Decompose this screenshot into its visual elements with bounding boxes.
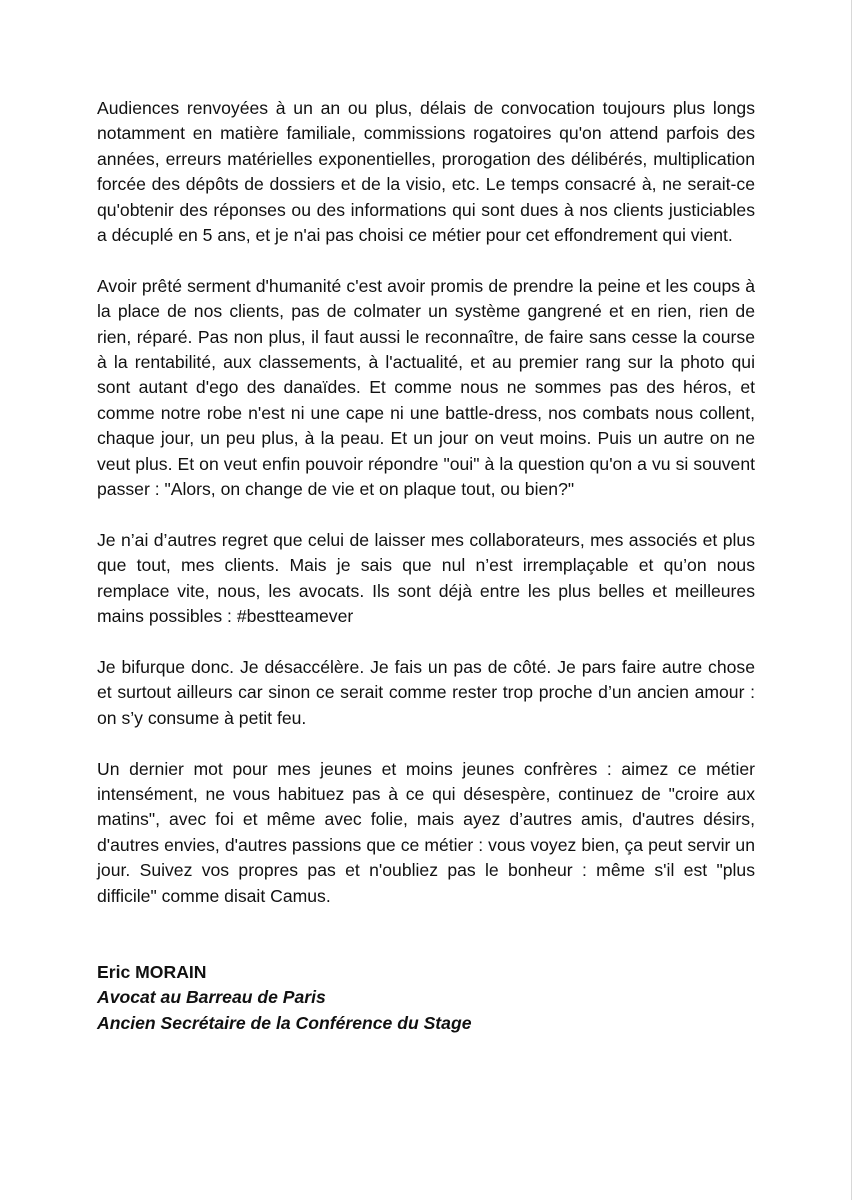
- paragraph-5: Un dernier mot pour mes jeunes et moins jeunes confrères : aimez ce métier intensément, ne vous habituez pas à ce qui désespère, continuez de "croire aux matins", avec foi et même avec folie, mais ayez d’autres amis, d'autres désirs, d'autres envies, d'autres passions que ce métier : vous voyez bien, ça peut servir un jour. Suivez vos propres pas et n'oubliez pas le bonheur : même s'il est "plus difficile" comme disait Camus.: [97, 758, 755, 906]
- signature-title-1: Avocat au Barreau de Paris: [97, 987, 326, 1008]
- signature-title-2: Ancien Secrétaire de la Conférence du Stage: [97, 1012, 472, 1033]
- document-body: [97, 96, 755, 1036]
- paragraph-4: Je bifurque donc. Je désaccélère. Je fais un pas de côté. Je pars faire autre chose et surtout ailleurs car sinon ce serait comme rester trop proche d’un ancien amour : on s’y consume à petit feu.: [97, 656, 755, 728]
- signature-block: [97, 960, 755, 1036]
- paragraph-1: Audiences renvoyées à un an ou plus, délais de convocation toujours plus longs notamment en matière familiale, commissions rogatoires qu'on attend parfois des années, erreurs matérielles exponentielles, prorogation des délibérés, multiplication forcée des dépôts de dossiers et de la visio, etc. Le temps consacré à, ne serait-ce qu'obtenir des réponses ou des informations qui sont dues à nos clients justiciables a décuplé en 5 ans, et je n'ai pas choisi ce métier pour cet effondrement qui vient.: [97, 98, 755, 246]
- paragraph-2: Avoir prêté serment d'humanité c'est avoir promis de prendre la peine et les coups à la place de nos clients, pas de colmater un système gangrené et en rien, rien de rien, réparé. Pas non plus, il faut aussi le reconnaître, de faire sans cesse la course à la rentabilité, aux classements, à l'actualité, et au premier rang sur la photo qui sont autant d'ego des danaïdes. Et comme nous ne sommes pas des héros, et comme notre robe n'est ni une cape ni une battle-dress, nos combats nous collent, chaque jour, un peu plus, à la peau. Et un jour on veut moins. Puis un autre on ne veut plus. Et on veut enfin pouvoir répondre "oui" à la question qu'on a vu si souvent passer : "Alors, on change de vie et on plaque tout, ou bien?": [97, 275, 755, 500]
- paragraph-3: Je n’ai d’autres regret que celui de laisser mes collaborateurs, mes associés et plus que tout, mes clients. Mais je sais que nul n’est irremplaçable et qu’on nous remplace vite, nous, les avocats. Ils sont déjà entre les plus belles et meilleures mains possibles : #bestteamever: [97, 529, 755, 627]
- signature-name: Eric MORAIN: [97, 961, 207, 982]
